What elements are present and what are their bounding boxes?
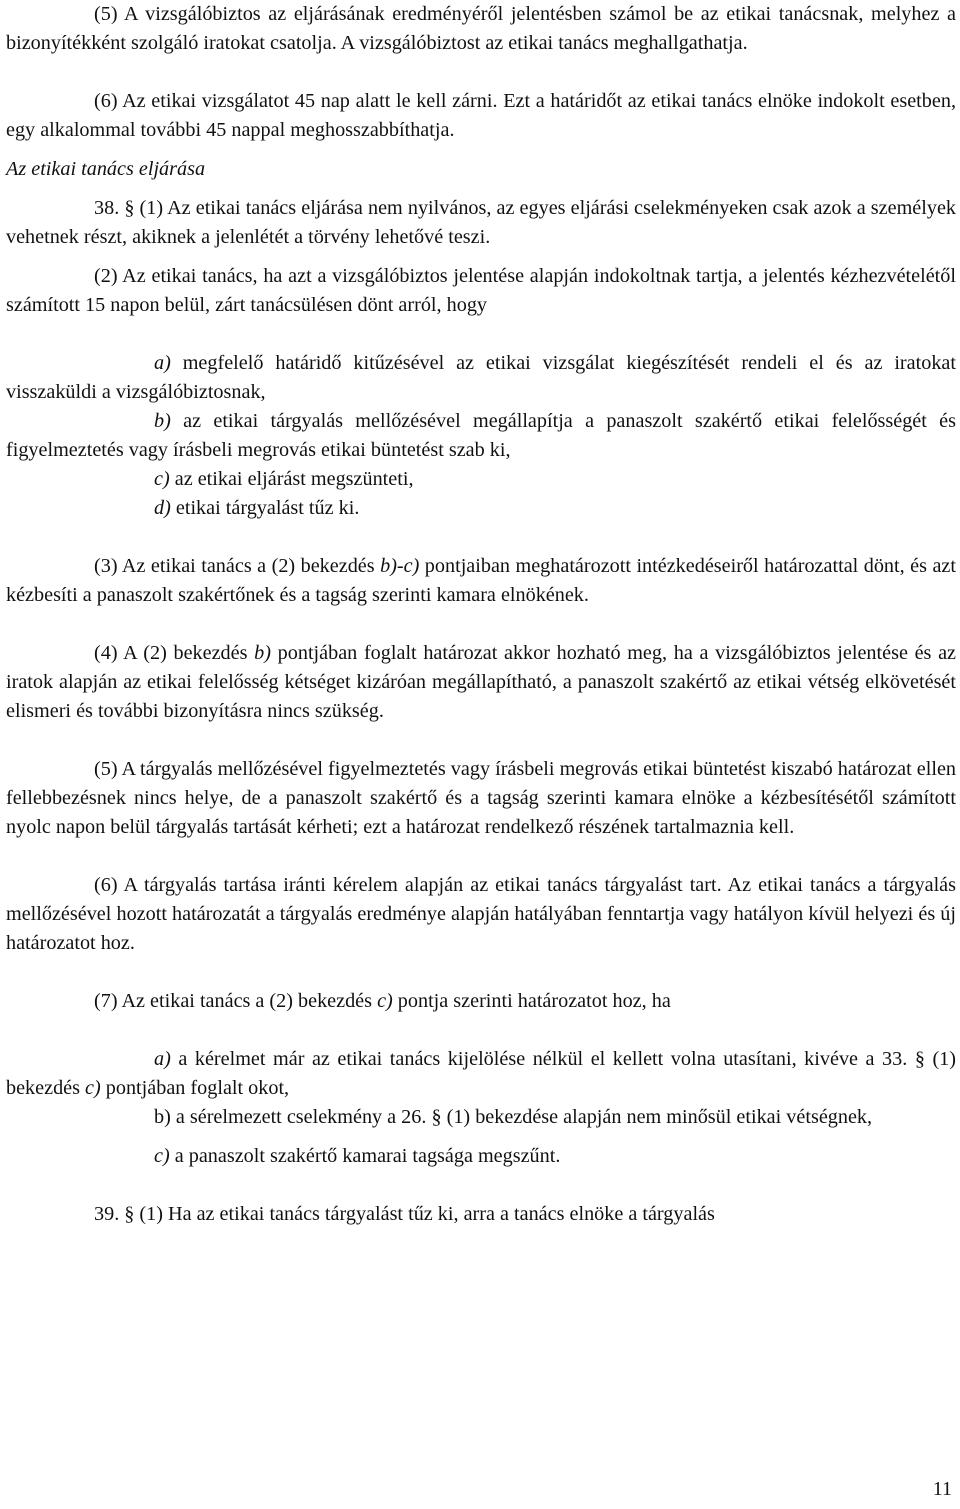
list-item-2c (6, 465, 956, 494)
list-item-label: b) (154, 410, 171, 432)
section-38-paragraph-6: (6) A tárgyalás tartása iránti kérelem alapján az etikai tanács tárgyalást tart. Az etikai tanács a tárgyalás mellőzésével hozott határozatát a tárgyalás eredménye alapján hatályában fenntartja vagy hatályon kívül helyezi és új határozatot hoz. (6, 874, 956, 954)
list-item-text: a panaszolt szakértő kamarai tagsága megszűnt. (169, 1145, 561, 1167)
point-reference: b) (254, 642, 271, 664)
section-38-paragraph-3 (6, 552, 956, 610)
list-item-2d (6, 494, 956, 523)
point-reference: c) (377, 990, 393, 1012)
section-38-paragraph-1: 38. § (1) Az etikai tanács eljárása nem nyilvános, az egyes eljárási cselekményeken csak azok a személyek vehetnek részt, akiknek a jelenlétét a törvény lehetővé teszi. (6, 197, 956, 248)
section-39-paragraph-1: 39. § (1) Ha az etikai tanács tárgyalást tűz ki, arra a tanács elnöke a tárgyalás (94, 1203, 715, 1225)
list-item-text: pontjában foglalt okot, (100, 1077, 290, 1099)
document-page (6, 0, 956, 1229)
section-38-paragraph-5: (5) A tárgyalás mellőzésével figyelmeztetés vagy írásbeli megrovás etikai büntetést kiszabó határozat ellen fellebbezésnek nincs helye, de a panaszolt szakértő és a tagság szerinti kamara elnöke a kézbesítésétől számított nyolc napon belül tárgyalás tartását kérheti; ezt a határozat rendelkező részének tartalmaznia kell. (6, 758, 956, 838)
point-reference: c) (85, 1077, 101, 1099)
list-item-label: b) (154, 1106, 171, 1128)
text-run: pontjaiban meghatározott intézkedéseiről határozattal dönt, és azt kézbesíti a panaszolt szakértőnek és a tagság szerinti kamara elnökének. (6, 555, 956, 606)
list-item-7a (6, 1045, 956, 1103)
text-run: (7) Az etikai tanács a (2) bekezdés (94, 990, 378, 1012)
list-item-label: a) (154, 1048, 171, 1070)
page-number: 11 (932, 1478, 952, 1500)
section-title: Az etikai tanács eljárása (6, 158, 206, 180)
text-run: (4) A (2) bekezdés (94, 642, 255, 664)
paragraph-vizsgalat-hatarido: (6) Az etikai vizsgálatot 45 nap alatt le kell zárni. Ezt a határidőt az etikai tanács elnöke indokolt esetben, egy alkalommal további 45 nappal meghosszabbíthatja. (6, 90, 956, 141)
text-run: pontja szerinti határozatot hoz, ha (392, 990, 671, 1012)
list-item-2b (6, 407, 956, 465)
section-38-paragraph-2: (2) Az etikai tanács, ha azt a vizsgálóbiztos jelentése alapján indokoltnak tartja, a jelentés kézhezvételétől számított 15 napon belül, zárt tanácsülésen dönt arról, hogy (6, 265, 956, 316)
section-38-paragraph-7 (6, 987, 956, 1016)
section-38-paragraph-4 (6, 639, 956, 726)
list-item-7c (6, 1142, 956, 1171)
list-item-label: a) (154, 352, 171, 374)
list-item-text: a kérelmet már az etikai tanács kijelölése nélkül el kellett volna utasítani, kivéve a 33. § (1) bekezdés (6, 1048, 956, 1099)
list-item-label: d) (154, 497, 171, 519)
text-run: pontjában foglalt határozat akkor hozható meg, ha a vizsgálóbiztos jelentése és az iratok alapján az etikai felelősség kétséget kizáróan megállapítható, a panaszolt szakértő az etikai vétség elkövetését elismeri és további bizonyításra nincs szükség. (6, 642, 957, 722)
point-reference: b)-c) (380, 555, 420, 577)
list-item-text: a sérelmezett cselekmény a 26. § (1) bekezdése alapján nem minősül etikai vétségnek, (170, 1106, 873, 1128)
list-item-text: megfelelő határidő kitűzésével az etikai vizsgálat kiegészítését rendeli el és az iratokat visszaküldi a vizsgálóbiztosnak, (6, 352, 956, 403)
text-run: (3) Az etikai tanács a (2) bekezdés (94, 555, 381, 577)
list-item-text: az etikai eljárást megszünteti, (169, 468, 414, 490)
list-item-text: etikai tárgyalást tűz ki. (170, 497, 360, 519)
list-item-label: c) (154, 468, 170, 490)
list-item-2a (6, 349, 956, 407)
list-item-label: c) (154, 1145, 170, 1167)
list-item-text: az etikai tárgyalás mellőzésével megállapítja a panaszolt szakértő etikai felelősségét és figyelmeztetés vagy írásbeli megrovás etikai büntetést szab ki, (6, 410, 956, 461)
paragraph-vizsgalobiztos-jelentes: (5) A vizsgálóbiztos az eljárásának eredményéről jelentésben számol be az etikai tanácsnak, melyhez a bizonyítékként szolgáló iratokat csatolja. A vizsgálóbiztost az etikai tanács meghallgathatja. (6, 3, 956, 54)
list-item-7b (6, 1103, 956, 1132)
